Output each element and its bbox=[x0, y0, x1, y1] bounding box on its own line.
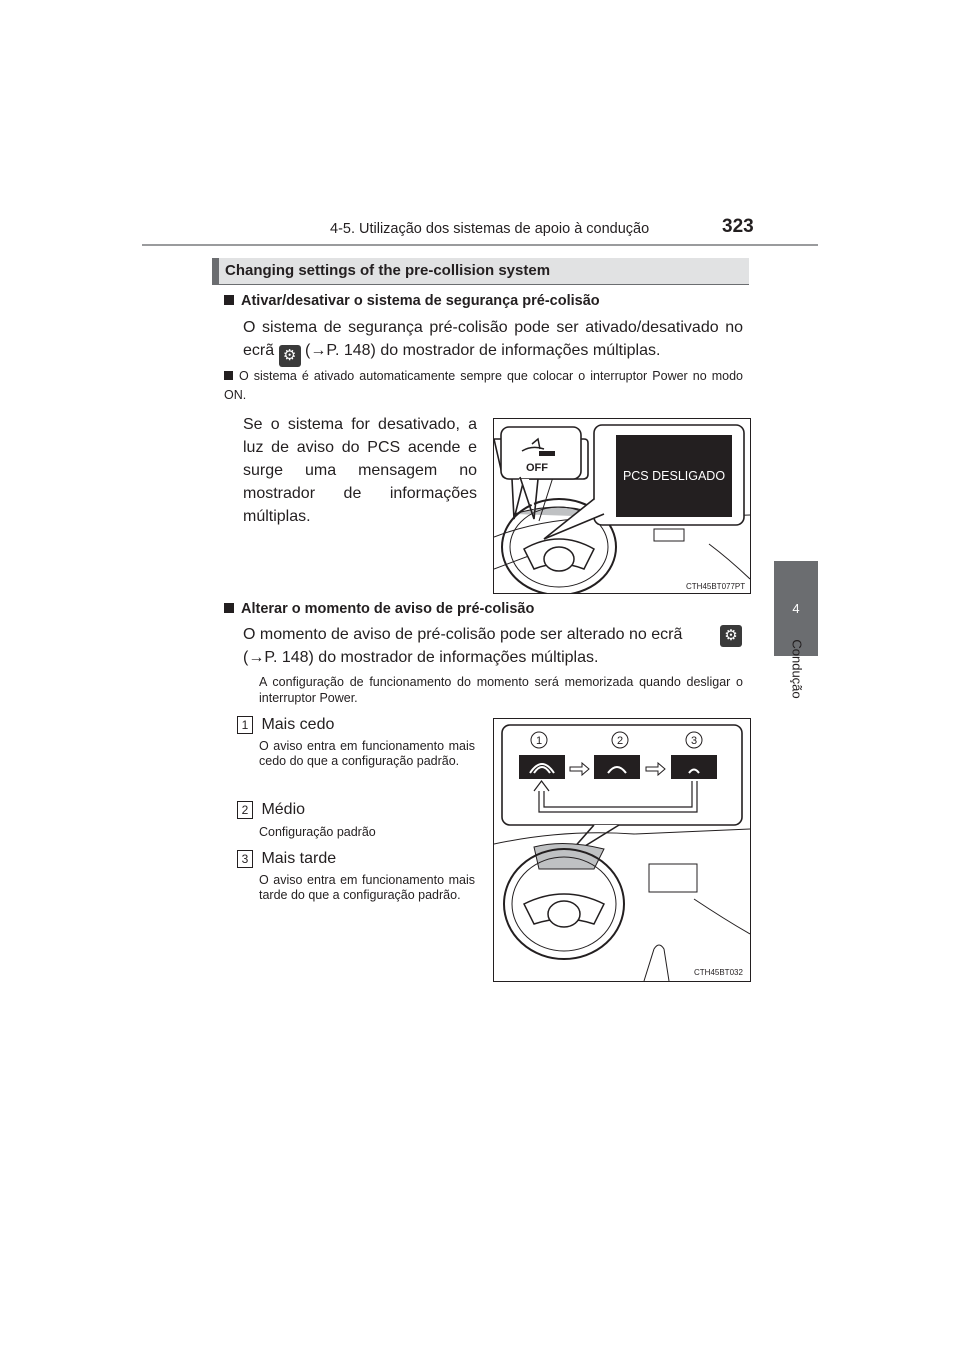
gear-icon: ⚙ bbox=[279, 345, 301, 367]
chapter-tab: 4 bbox=[774, 561, 818, 656]
note-timing-memory: A configuração de funcionamento do momento será memorizada quando desligar o interruptor Power. bbox=[259, 675, 743, 705]
figure-pcs-off bbox=[493, 418, 751, 594]
step-label: 2 bbox=[616, 735, 624, 747]
list-item bbox=[237, 801, 477, 840]
figure-code-1: CTH45BT077PT bbox=[686, 582, 746, 591]
square-bullet-icon bbox=[224, 295, 234, 305]
square-bullet-icon bbox=[224, 603, 234, 613]
item-title: Mais tarde bbox=[261, 850, 337, 867]
subheading-activate bbox=[224, 293, 600, 309]
gear-icon: ⚙ bbox=[720, 625, 742, 647]
cockpit-illustration-2 bbox=[494, 719, 750, 981]
step-label: 1 bbox=[535, 735, 543, 747]
section-underline bbox=[212, 284, 749, 285]
item-desc: Configuração padrão bbox=[259, 825, 376, 839]
item-number: 1 bbox=[237, 716, 253, 734]
late-screen bbox=[671, 755, 717, 779]
section-heading: Changing settings of the pre-collision system bbox=[225, 262, 551, 279]
note-deactivated: Se o sistema for desativado, a luz de aviso do PCS acende e surge uma mensagem no mostrador de informações múltiplas. bbox=[243, 416, 477, 525]
item-title: Mais cedo bbox=[261, 716, 335, 733]
chapter-label-text: Condução bbox=[789, 639, 805, 699]
header-rule bbox=[142, 244, 818, 246]
item-number: 3 bbox=[237, 850, 253, 868]
list-item bbox=[237, 716, 477, 769]
section-heading-bar bbox=[212, 258, 749, 284]
subheading-activate-text: Ativar/desativar o sistema de segurança pré-colisão bbox=[241, 293, 600, 309]
figure-code-2: CTH45BT032 bbox=[694, 968, 743, 977]
chapter-label bbox=[782, 624, 812, 714]
item-number: 2 bbox=[237, 801, 253, 819]
item-desc: O aviso entra em funcionamento mais cedo do que a configuração padrão. bbox=[259, 739, 475, 768]
step-label: 3 bbox=[690, 735, 698, 747]
note-auto-activate bbox=[224, 367, 743, 405]
list-item bbox=[237, 850, 477, 903]
section-header-title: 4-5. Utilização dos sistemas de apoio à condução bbox=[330, 221, 650, 237]
pcs-off-label: OFF bbox=[526, 462, 548, 474]
note-auto-activate-text: O sistema é ativado automaticamente sempre que colocar o interruptor Power no modo ON. bbox=[224, 369, 743, 402]
cockpit-illustration-1 bbox=[494, 419, 750, 593]
pcs-off-display-text: PCS DESLIGADO bbox=[622, 469, 726, 483]
body-timing-b: (→P. 148) do mostrador de informações múltiplas. bbox=[243, 649, 599, 666]
subheading-timing bbox=[224, 601, 534, 617]
item-desc: O aviso entra em funcionamento mais tarde do que a configuração padrão. bbox=[259, 873, 475, 902]
subheading-timing-text: Alterar o momento de aviso de pré-colisão bbox=[241, 601, 535, 617]
figure-warning-timing bbox=[493, 718, 751, 982]
body-timing-a: O momento de aviso de pré-colisão pode ser alterado no ecrã bbox=[243, 626, 683, 643]
item-title: Médio bbox=[261, 801, 306, 818]
body-activate bbox=[243, 316, 743, 367]
body-activate-b: (→P. 148) do mostrador de informações múltiplas. bbox=[305, 342, 661, 359]
page-number: 323 bbox=[722, 216, 754, 237]
body-activate-a: O sistema de segurança pré-colisão pode ser ativado/desativado no ecrã bbox=[243, 319, 743, 359]
square-bullet-icon bbox=[224, 371, 233, 380]
section-accent bbox=[212, 258, 219, 284]
